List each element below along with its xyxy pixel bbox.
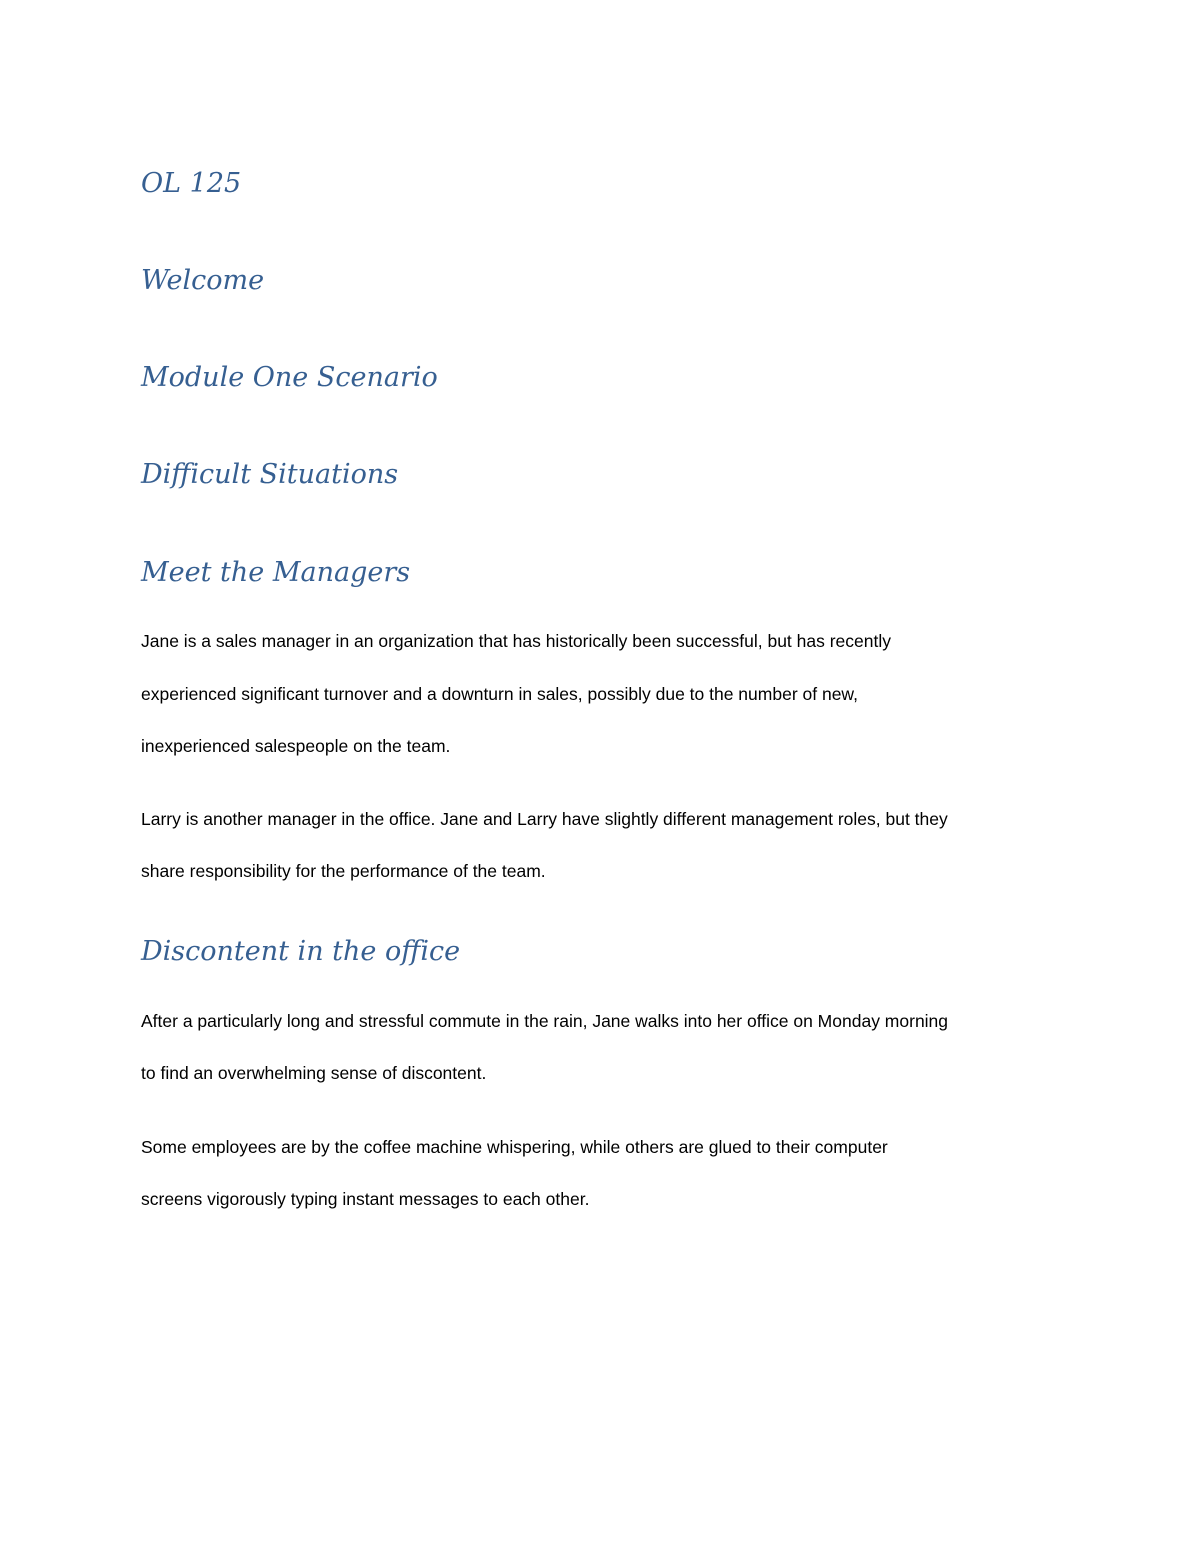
paragraph-line: screens vigorously typing instant messages to each other. — [141, 1189, 590, 1209]
paragraph-line: Jane is a sales manager in an organization that has historically been successful, but has recently — [141, 631, 892, 651]
discontent-heading: Discontent in the office — [141, 936, 461, 967]
course-code-heading: OL 125 — [141, 168, 242, 199]
managers-heading: Meet the Managers — [141, 557, 411, 588]
paragraph-line: experienced significant turnover and a downturn in sales, possibly due to the number of new, — [141, 684, 858, 704]
module-heading: Module One Scenario — [141, 362, 438, 393]
paragraph-line: Larry is another manager in the office. Jane and Larry have slightly different management roles, but they — [141, 809, 948, 829]
paragraph-line: After a particularly long and stressful commute in the rain, Jane walks into her office on Monday morning — [141, 1011, 949, 1031]
paragraph-line: Some employees are by the coffee machine whispering, while others are glued to their computer — [141, 1137, 888, 1157]
paragraph-line: share responsibility for the performance of the team. — [141, 861, 546, 881]
paragraph-line: inexperienced salespeople on the team. — [141, 736, 451, 756]
welcome-heading: Welcome — [141, 265, 265, 296]
situations-heading: Difficult Situations — [141, 459, 399, 490]
paragraph-line: to find an overwhelming sense of discontent. — [141, 1063, 487, 1083]
